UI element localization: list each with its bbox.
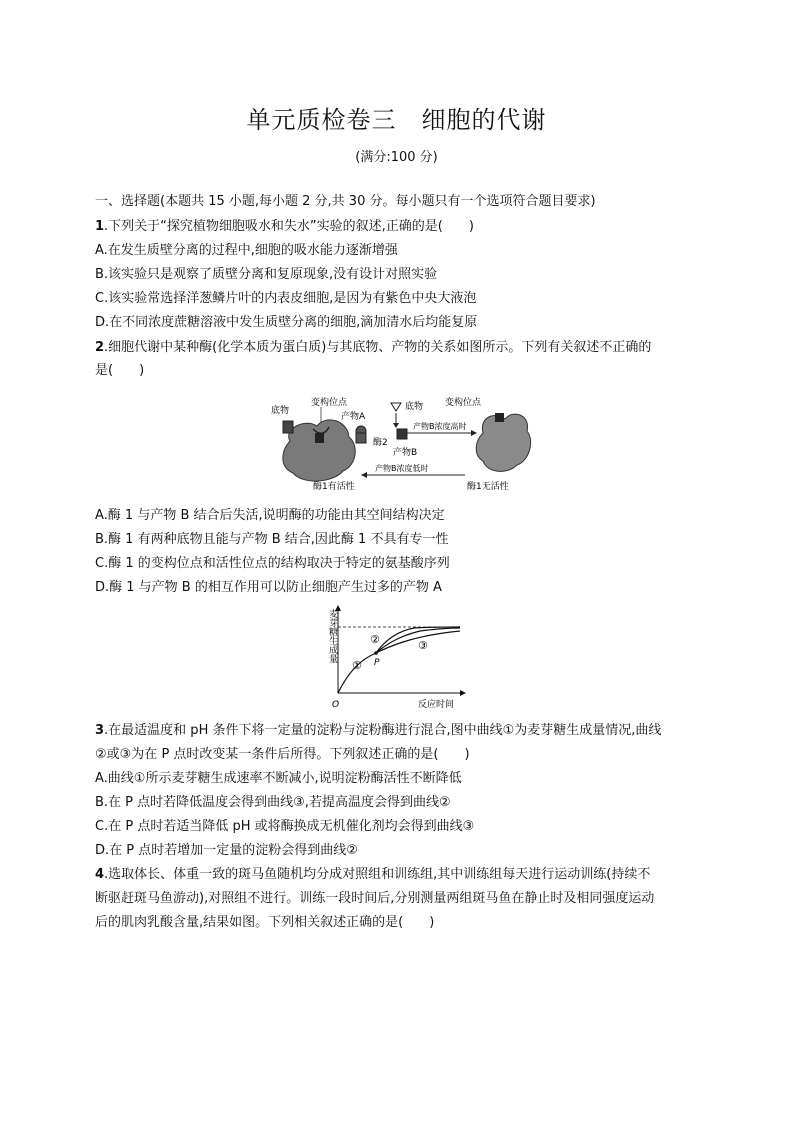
label-enzyme-inactive: 酶1无活性 (467, 482, 509, 492)
option-1c: C.该实验常选择洋葱鳞片叶的内表皮细胞,是因为有紫色中央大液泡 (95, 291, 477, 306)
label-low-conc: 产物B浓度低时 (375, 464, 429, 473)
section-header: 一、选择题(本题共 15 小题,每小题 2 分,共 30 分。每小题只有一个选项符合题目要求) (95, 194, 596, 209)
label-high-conc: 产物B浓度高时 (413, 422, 467, 431)
curve-1-label: ① (352, 659, 362, 672)
enzyme-1-inactive-shape (476, 414, 530, 471)
label-substrate: 底物 (271, 406, 290, 416)
arrow-head (393, 423, 399, 428)
label-allosteric-site: 变构位点 (311, 398, 348, 408)
label-enzyme-active: 酶1有活性 (313, 482, 355, 492)
substrate-block (283, 421, 293, 433)
question-2-stem-cont: 是( ) (95, 363, 145, 378)
option-1d: D.在不同浓度蔗糖溶液中发生质壁分离的细胞,滴加清水后均能复原 (95, 315, 478, 330)
question-2-stem: 2.细胞代谢中某种酶(化学本质为蛋白质)与其底物、产物的关系如图所示。下列有关叙述不正确的 (95, 340, 652, 355)
question-number: 2 (95, 340, 105, 355)
enzyme-diagram (255, 393, 535, 493)
bound-substrate-block (315, 433, 324, 443)
option-1a: A.在发生质壁分离的过程中,细胞的吸水能力逐渐增强 (95, 243, 398, 258)
x-axis-arrow (460, 690, 466, 696)
curve-3-label: ③ (418, 639, 428, 652)
option-2b: B.酶 1 有两种底物且能与产物 B 结合,因此酶 1 不具有专一性 (95, 532, 449, 547)
question-4-stem-cont: 断驱赶斑马鱼游动),对照组不进行。训练一段时间后,分别测量两组斑马鱼在静止时及相同强度运动 (95, 891, 655, 906)
question-number: 3 (95, 723, 105, 738)
bound-product-b-block (495, 413, 504, 422)
page-subtitle: (满分:100 分) (355, 150, 438, 165)
option-2d: D.酶 1 与产物 B 的相互作用可以防止细胞产生过多的产物 A (95, 580, 442, 595)
question-3-stem-cont: ②或③为在 P 点时改变某一条件后所得。下列叙述正确的是( ) (95, 747, 470, 762)
arrow-high-head (471, 430, 477, 436)
point-p-label: P (374, 658, 380, 668)
x-axis-label: 反应时间 (418, 700, 455, 710)
origin-label: O (332, 700, 340, 710)
question-4-stem: 4.选取体长、体重一致的斑马鱼随机均分成对照组和训练组,其中训练组每天进行运动训练(持续不 (95, 867, 651, 882)
label-allosteric-site2: 变构位点 (445, 398, 482, 408)
question-3-stem: 3.在最适温度和 pH 条件下将一定量的淀粉与淀粉酶进行混合,图中曲线①为麦芽糖生成量情况,曲线 (95, 723, 662, 738)
point-p-marker (374, 651, 378, 655)
option-3b: B.在 P 点时若降低温度会得到曲线③,若提高温度会得到曲线② (95, 795, 451, 810)
option-3a: A.曲线①所示麦芽糖生成速率不断减小,说明淀粉酶活性不断降低 (95, 771, 462, 786)
question-1-stem: 1.下列关于“探究植物细胞吸水和失水”实验的叙述,正确的是( ) (95, 219, 474, 234)
y-axis-label: 麦芽糖生成量 (327, 609, 337, 663)
option-3d: D.在 P 点时若增加一定量的淀粉会得到曲线② (95, 843, 358, 858)
question-number: 1 (95, 219, 105, 234)
arrow-low-head (361, 472, 367, 478)
product-b-block (397, 429, 407, 439)
enzyme-1-active-shape (283, 420, 355, 481)
question-number: 4 (95, 867, 105, 882)
option-1b: B.该实验只是观察了质壁分离和复原现象,没有设计对照实验 (95, 267, 438, 282)
product-a-block (356, 433, 366, 443)
option-2c: C.酶 1 的变构位点和活性位点的结构取决于特定的氨基酸序列 (95, 556, 450, 571)
maltose-curve-chart (320, 603, 470, 713)
label-product-b: 产物B (393, 448, 418, 458)
option-2a: A.酶 1 与产物 B 结合后失活,说明酶的功能由其空间结构决定 (95, 508, 445, 523)
substrate2-shape (391, 403, 401, 411)
label-enzyme2: 酶2 (373, 438, 388, 448)
option-3c: C.在 P 点时若适当降低 pH 或将酶换成无机催化剂均会得到曲线③ (95, 819, 475, 834)
question-4-stem-cont2: 后的肌肉乳酸含量,结果如图。下列相关叙述正确的是( ) (95, 915, 435, 930)
page-title: 单元质检卷三 细胞的代谢 (246, 106, 547, 134)
curve-2-label: ② (370, 633, 380, 646)
label-product-a: 产物A (341, 412, 366, 422)
label-substrate2: 底物 (405, 402, 424, 412)
